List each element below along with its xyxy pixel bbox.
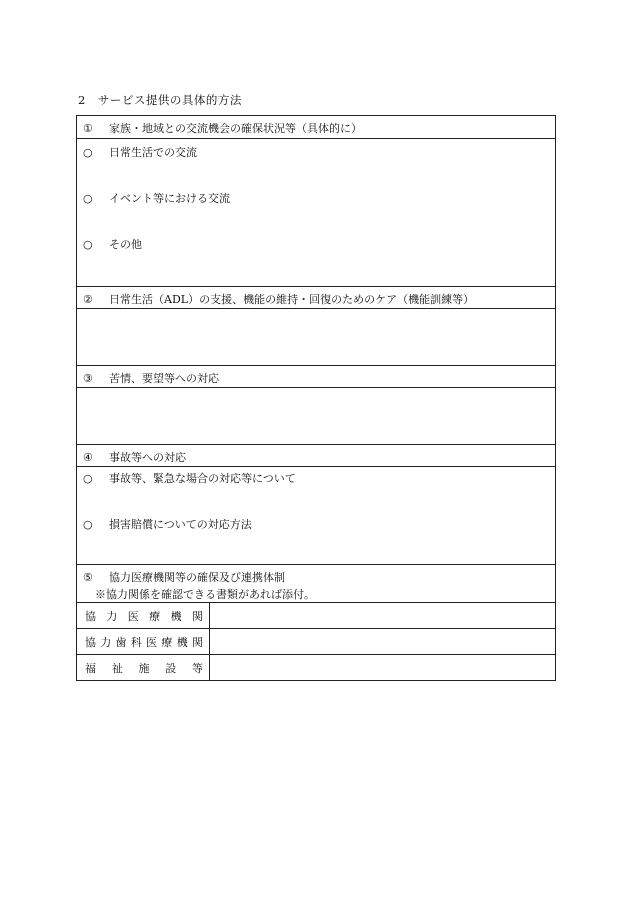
- table-row-welfare-facility: [77, 654, 555, 680]
- item-label: 損害賠償についての対応方法: [109, 518, 252, 531]
- section-1-header: [77, 116, 555, 138]
- cooperating-medical-value[interactable]: [210, 603, 555, 628]
- item-label: 日常生活での交流: [109, 146, 197, 159]
- row-label: 協 力 医 療 機 関: [77, 603, 210, 628]
- item-label: 事故等、緊急な場合の対応等について: [109, 472, 296, 485]
- service-method-form: [76, 115, 556, 681]
- item-label: イベント等における交流: [109, 192, 230, 205]
- page-heading: 2 サービス提供の具体的方法: [78, 93, 242, 107]
- table-row-cooperating-dental: [77, 628, 555, 654]
- section-4-header: [77, 444, 555, 466]
- section-4-item-emergency: [83, 470, 296, 486]
- circle-marker-icon: ○: [83, 238, 93, 251]
- section-5-note: ※協力関係を確認できる書類があれば添付。: [95, 588, 315, 601]
- section-1-item-daily: [83, 144, 197, 160]
- section-5-header: [77, 564, 555, 602]
- section-2-title: 日常生活（ADL）の支援、機能の維持・回復のためのケア（機能訓練等）: [109, 293, 475, 306]
- section-1-number: ①: [83, 122, 93, 135]
- section-1-body[interactable]: [77, 138, 555, 286]
- table-row-cooperating-medical: [77, 602, 555, 628]
- section-3-body[interactable]: [77, 387, 555, 444]
- section-3-number: ③: [83, 372, 93, 385]
- circle-marker-icon: ○: [83, 518, 93, 531]
- section-4-title: 事故等への対応: [109, 451, 186, 464]
- section-2-header: [77, 286, 555, 308]
- cooperating-dental-value[interactable]: [210, 629, 555, 654]
- item-label: その他: [109, 238, 142, 251]
- section-1-title: 家族・地域との交流機会の確保状況等（具体的に）: [109, 122, 362, 135]
- welfare-facility-value[interactable]: [210, 655, 555, 680]
- section-3-title: 苦情、要望等への対応: [109, 372, 219, 385]
- row-label: 協 力 歯 科 医 療 機 関: [77, 629, 210, 654]
- section-4-number: ④: [83, 451, 93, 464]
- section-1-item-other: [83, 236, 142, 252]
- section-2-body[interactable]: [77, 308, 555, 365]
- section-3-header: [77, 365, 555, 387]
- section-1-item-event: [83, 190, 230, 206]
- circle-marker-icon: ○: [83, 146, 93, 159]
- section-5-title: 協力医療機関等の確保及び連携体制: [109, 571, 285, 584]
- circle-marker-icon: ○: [83, 472, 93, 485]
- circle-marker-icon: ○: [83, 192, 93, 205]
- section-5-number: ⑤: [83, 571, 93, 584]
- section-2-number: ②: [83, 293, 93, 306]
- row-label: 福 祉 施 設 等: [77, 655, 210, 680]
- section-4-item-compensation: [83, 516, 252, 532]
- section-4-body[interactable]: [77, 466, 555, 564]
